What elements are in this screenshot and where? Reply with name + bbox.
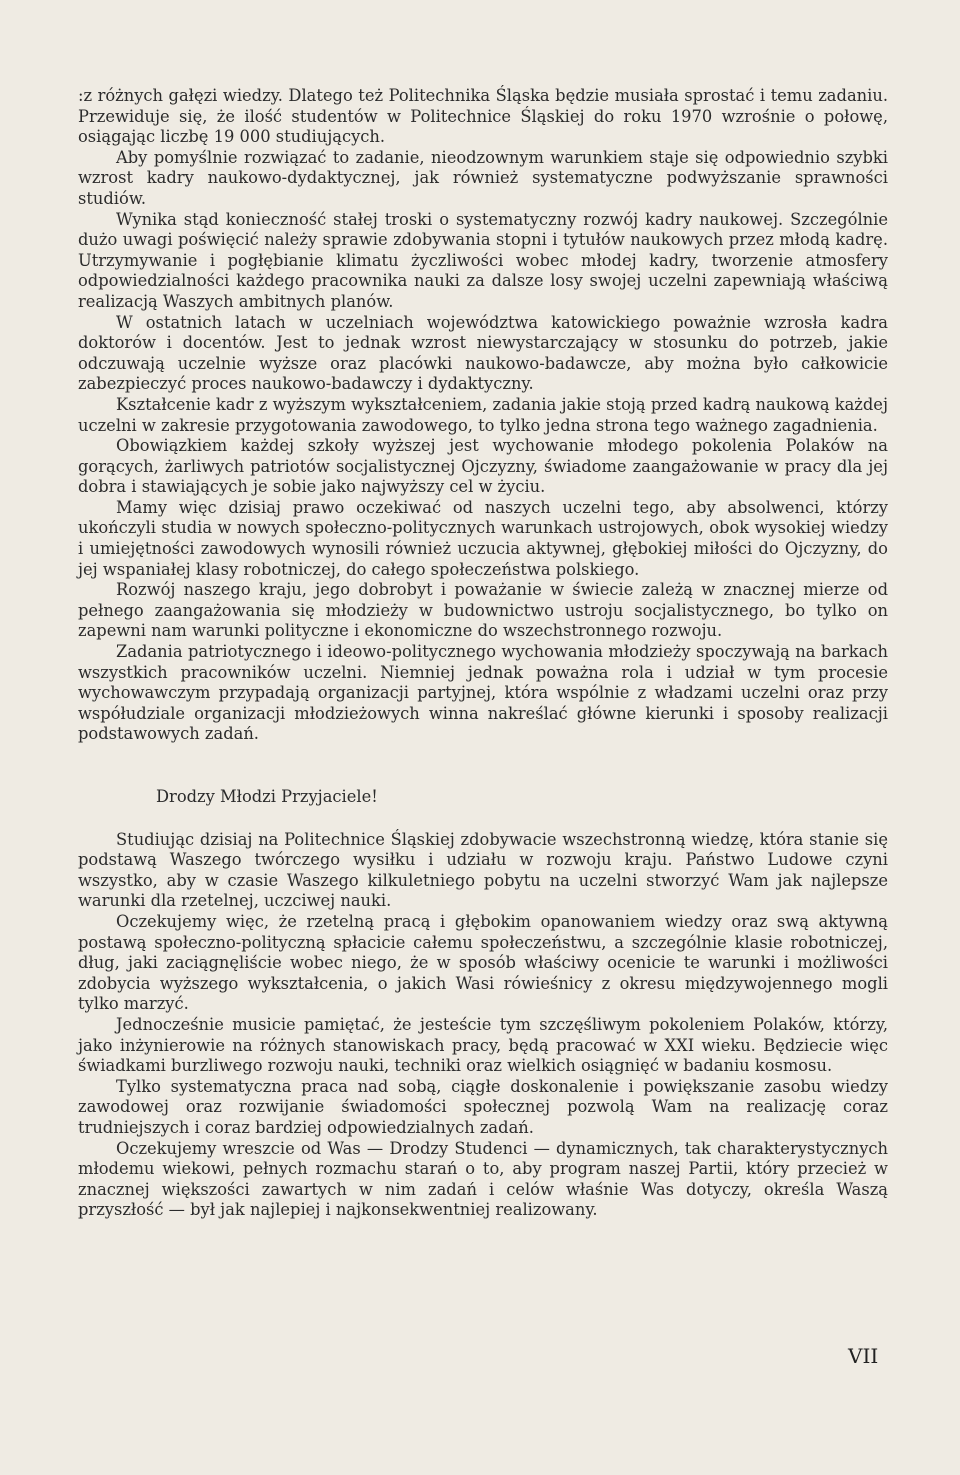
paragraph: Oczekujemy więc, że rzetelną pracą i głębokim opanowaniem wiedzy oraz swą aktywną postawą społeczno-polityczną spłacicie całemu społeczeństwu, a szczególnie klasie robotniczej, dług, jaki zaciągnęliście wobec niego, że w sposób właściwy ocenicie te warunki i możliwości zdobycia wyższego wykształcenia, o jakich Wasi rówieśnicy z okresu międzywojennego mogli tylko marzyć. (78, 911, 888, 1014)
paragraph: Jednocześnie musicie pamiętać, że jesteście tym szczęśliwym pokoleniem Polaków, którzy, jako inżynierowie na różnych stanowiskach pracy, będą pracować w XXI wieku. Będziecie więc świadkami burzliwego rozwoju nauki, techniki oraz wielkich osiągnięć w badaniu kosmosu. (78, 1014, 888, 1076)
paragraph: Zadania patriotycznego i ideowo-politycznego wychowania młodzieży spoczywają na barkach wszystkich pracowników uczelni. Niemniej jednak poważna rola i udział w tym procesie wychowawczym przypadają organizacji partyjnej, która wspólnie z władzami uczelni oraz przy współudziale organizacji młodzieżowych winna nakreślać główne kierunki i sposoby realizacji podstawowych zadań. (78, 642, 888, 744)
paragraph: Oczekujemy wreszcie od Was — Drodzy Studenci — dynamicznych, tak charakterystycznych młodemu wiekowi, pełnych rozmachu starań o to, aby program naszej Partii, który przecież w znacznej większości zawartych w nim zadań i celów właśnie Was dotyczy, określa Waszą przyszłość — był jak najlepiej i najkonsekwentniej realizowany. (78, 1138, 888, 1220)
body-text (78, 86, 888, 1221)
paragraph: Mamy więc dzisiaj prawo oczekiwać od naszych uczelni tego, aby absolwenci, którzy ukończyli studia w nowych społeczno-politycznych warunkach ustrojowych, obok wysokiej wiedzy i umiejętności zawodowych wynosili również uczucia aktywnej, głębokiej miłości do Ojczyzny, do jej wspaniałej klasy robotniczej, do całego społeczeństwa polskiego. (78, 497, 888, 579)
paragraph: Aby pomyślnie rozwiązać to zadanie, nieodzownym warunkiem staje się odpowiednio szybki wzrost kadry naukowo-dydaktycznej, jak również systematyczne podwyższanie sprawności studiów. (78, 147, 888, 208)
greeting: Drodzy Młodzi Przyjaciele! (156, 787, 378, 806)
paragraph: Rozwój naszego kraju, jego dobrobyt i poważanie w świecie zależą w znacznej mierze od pełnego zaangażowania się młodzieży w budownictwo ustroju socjalistycznego, bo tylko on zapewni nam warunki polityczne i ekonomiczne do wszechstronnego rozwoju. (78, 580, 888, 641)
paragraph: Studiując dzisiaj na Politechnice Śląskiej zdobywacie wszechstronną wiedzę, która stanie się podstawą Waszego twórczego wysiłku i udziału w rozwoju kraju. Państwo Ludowe czyni wszystko, aby w czasie Waszego kilkuletniego pobytu na uczelni stworzyć Wam jak najlepsze warunki dla rzetelnej, uczciwej nauki. (78, 829, 888, 911)
paragraph: Obowiązkiem każdej szkoły wyższej jest wychowanie młodego pokolenia Polaków na gorących, żarliwych patriotów socjalistycznej Ojczyzny, świadome zaangażowanie w pracy dla jej dobra i stawiających je sobie jako najwyższy cel w życiu. (78, 436, 888, 497)
paragraph: :z różnych gałęzi wiedzy. Dlatego też Politechnika Śląska będzie musiała sprostać i temu zadaniu. Przewiduje się, że ilość studentów w Politechnice Śląskiej do roku 1970 wzrośnie o połowę, osiągając liczbę 19 000 studiujących. (78, 86, 888, 147)
page-number: VII (848, 1344, 879, 1368)
paragraph: Tylko systematyczna praca nad sobą, ciągłe doskonalenie i powiększanie zasobu wiedzy zawodowej oraz rozwijanie świadomości społecznej pozwolą Wam na realizację coraz trudniejszych i coraz bardziej odpowiedzialnych zadań. (78, 1076, 888, 1137)
paragraph: W ostatnich latach w uczelniach województwa katowickiego poważnie wzrosła kadra doktorów i docentów. Jest to jednak wzrost niewystarczający w stosunku do potrzeb, jakie odczuwają uczelnie wyższe oraz placówki naukowo-badawcze, aby można było całkowicie zabezpieczyć proces naukowo-badawczy i dydaktyczny. (78, 312, 888, 394)
paragraph: Wynika stąd konieczność stałej troski o systematyczny rozwój kadry naukowej. Szczególnie dużo uwagi poświęcić należy sprawie zdobywania stopni i tytułów naukowych przez młodą kadrę. Utrzymywanie i pogłębianie klimatu życzliwości wobec młodej kadry, tworzenie atmosfery odpowiedzialności każdego pracownika nauki za dalsze losy swojej uczelni zapewniają właściwą realizacją Waszych ambitnych planów. (78, 209, 888, 311)
paragraph: Kształcenie kadr z wyższym wykształceniem, zadania jakie stoją przed kadrą naukową każdej uczelni w zakresie przygotowania zawodowego, to tylko jedna strona tego ważnego zagadnienia. (78, 394, 888, 435)
